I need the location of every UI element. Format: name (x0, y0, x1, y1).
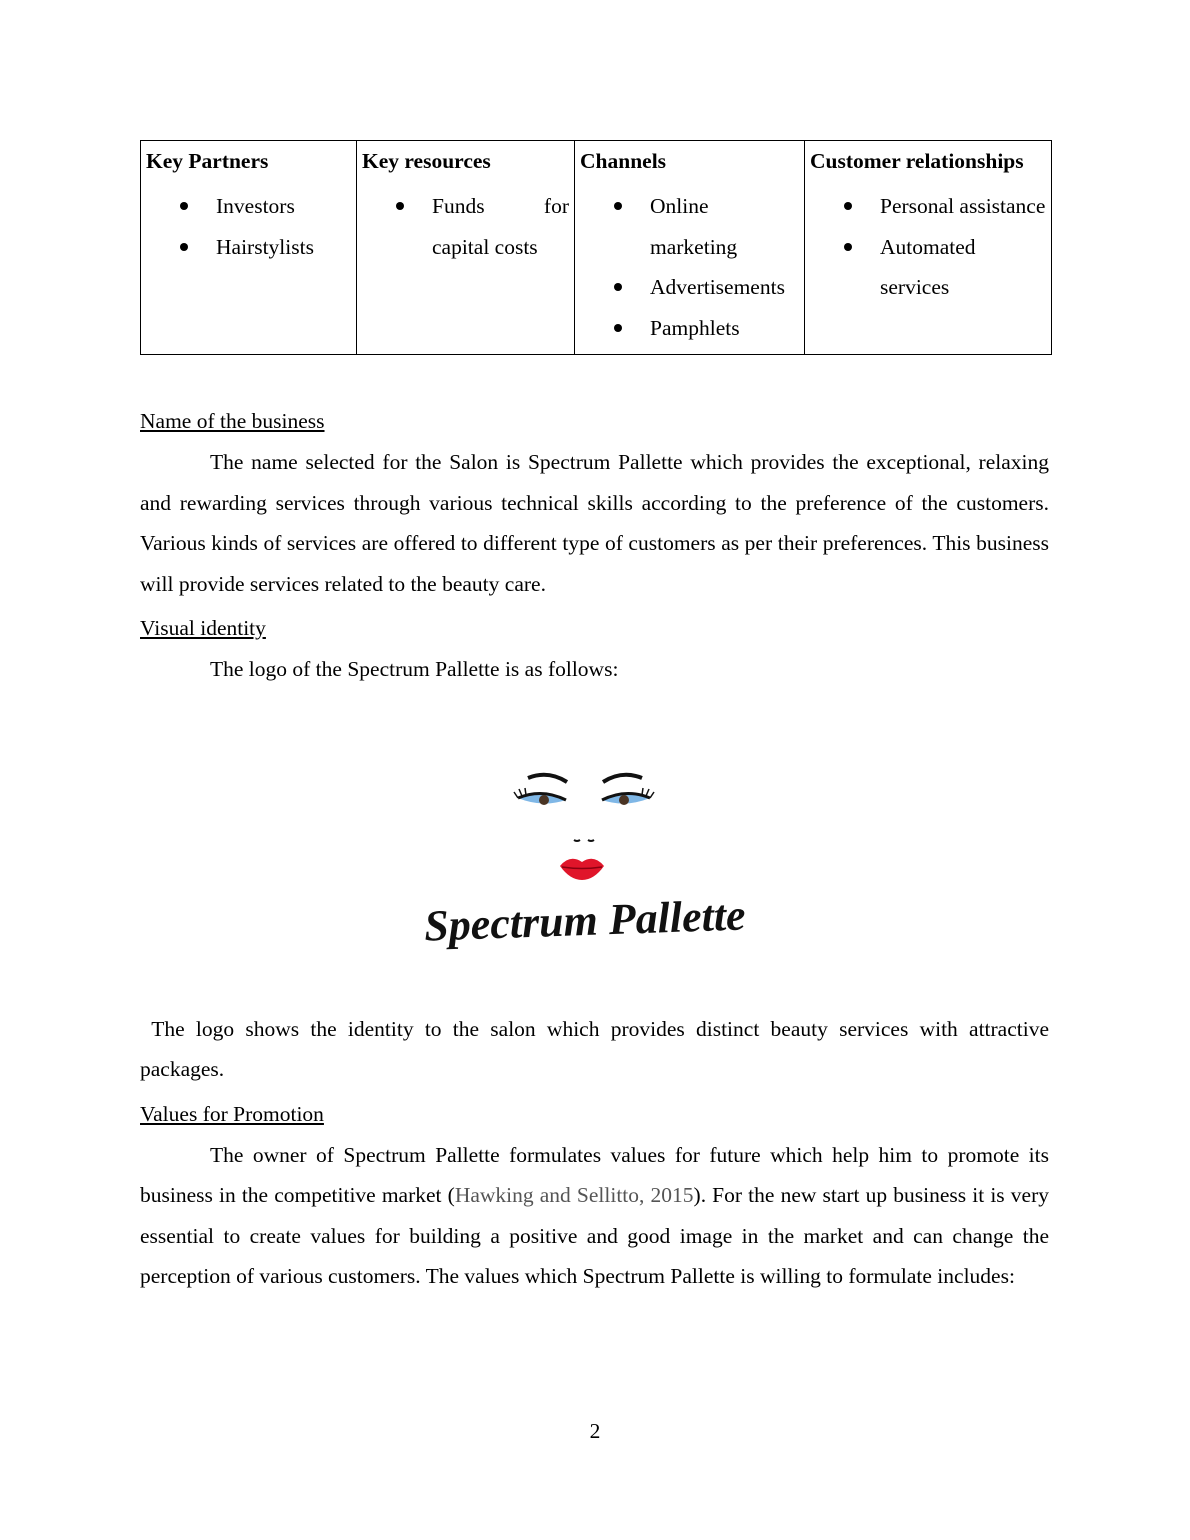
key-partners-header: Key Partners (146, 149, 269, 173)
list-item: Automated services (810, 227, 1046, 308)
list-item: Investors (146, 186, 351, 227)
logo-description-paragraph: The logo shows the identity to the salon which provides distinct beauty services with attractive packages. (140, 1016, 1055, 1081)
name-of-business-heading: Name of the business (140, 409, 325, 433)
bullet-icon (614, 324, 622, 332)
visual-identity-heading: Visual identity (140, 616, 266, 640)
salon-logo (410, 760, 760, 960)
lips-icon (560, 859, 604, 880)
key-resources-cell (357, 141, 575, 355)
document-page (140, 140, 1055, 1297)
list-item: Online marketing (580, 186, 799, 267)
bullet-icon (614, 202, 622, 210)
key-partners-cell (141, 141, 357, 355)
values-paragraph: The owner of Spectrum Pallette formulates values for future which help him to promote its business in the competitive market (Hawking and Sellitto, 2015). For the new start up business it is very essential to create values for building a positive and good image in the market and can change the perception of various customers. The values which Spectrum Pallette is willing to formulate includes: (140, 1142, 1049, 1288)
bullet-icon (180, 243, 188, 251)
page-number: 2 (589, 1419, 601, 1443)
bullet-icon (614, 283, 622, 291)
list-item: Pamphlets (580, 308, 799, 349)
business-model-canvas-table (140, 140, 1052, 355)
list-item: Funds for capital costs (362, 186, 569, 267)
nose-icon (574, 840, 594, 841)
list-item: Hairstylists (146, 227, 351, 268)
bullet-icon (844, 202, 852, 210)
channels-header: Channels (580, 149, 667, 173)
logo-wordmark: Spectrum Pallette (423, 890, 747, 951)
list-item: Personal assistance (810, 186, 1046, 227)
left-eye-icon (514, 775, 567, 805)
channels-cell (575, 141, 805, 355)
right-eye-icon (602, 775, 654, 805)
list-item: Advertisements (580, 267, 799, 308)
logo-intro-paragraph: The logo of the Spectrum Pallette is as follows: (210, 657, 619, 681)
values-for-promotion-heading: Values for Promotion (140, 1101, 324, 1126)
customer-relationships-header: Customer relationships (810, 149, 1024, 173)
bullet-icon (844, 243, 852, 251)
key-resources-header: Key resources (362, 149, 491, 173)
name-paragraph: The name selected for the Salon is Spectrum Pallette which provides the exceptional, relaxing and rewarding services through various technical skills according to the preference of the customers. Various kinds of services are offered to different type of customers as per their preferences. This business will provide services related to the beauty care. (140, 450, 1049, 596)
customer-relationships-cell (805, 141, 1052, 355)
citation-link[interactable]: Hawking and Sellitto, 2015 (454, 1183, 694, 1207)
bullet-icon (180, 202, 188, 210)
bullet-icon (396, 202, 404, 210)
